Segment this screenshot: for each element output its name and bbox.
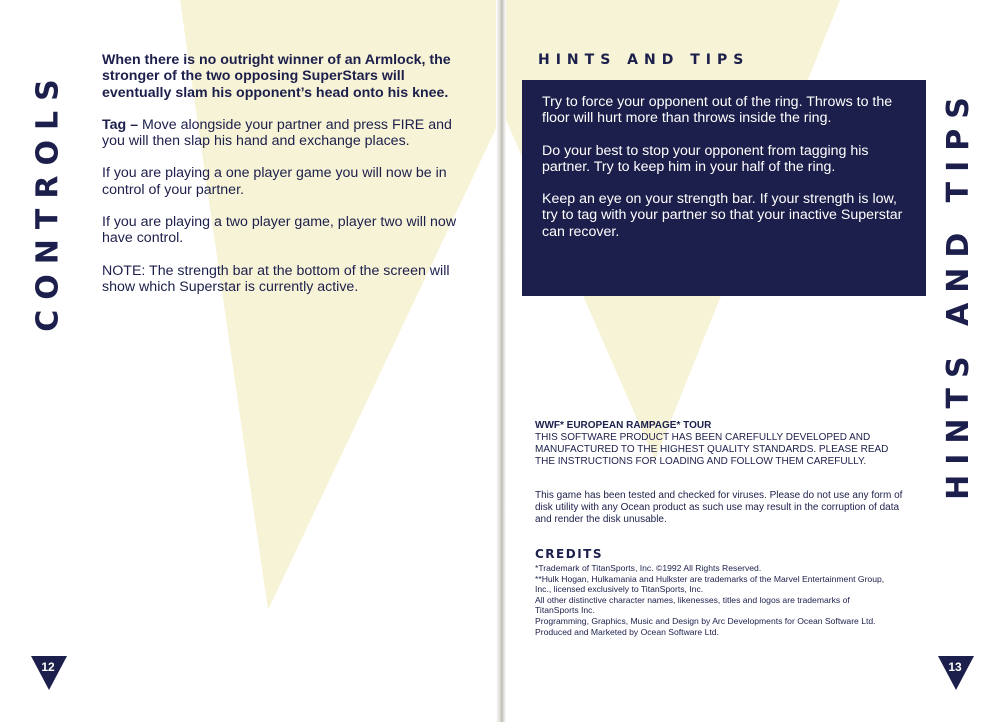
- controls-side-title-text: CONTROLS: [30, 68, 66, 332]
- tag-label: Tag –: [102, 116, 139, 133]
- tips-box: [522, 80, 926, 296]
- page-number-right: 13: [948, 660, 962, 674]
- tour-notice: [535, 420, 907, 468]
- credit-line: **Hulk Hogan, Hulkamania and Hulkster are trademarks of the Marvel Entertainment Group, Inc., licensed exclusively to TitanSports, Inc.: [535, 573, 885, 595]
- hints-heading: HINTS AND TIPS: [538, 52, 750, 68]
- hints-side-title-text: HINTS AND TIPS: [940, 86, 976, 500]
- hints-side-title: [938, 48, 978, 538]
- tour-text: THIS SOFTWARE PRODUCT HAS BEEN CAREFULLY DEVELOPED AND MANUFACTURED TO THE HIGHEST QUALITY STANDARDS. PLEASE READ THE INSTRUCTIONS FOR LOADING AND FOLLOW THEM CAREFULLY.: [535, 431, 889, 467]
- one-player-paragraph: If you are playing a one player game you will now be in control of your partner.: [102, 165, 447, 198]
- tour-title: WWF* EUROPEAN RAMPAGE* TOUR: [535, 420, 712, 431]
- credits-list: [535, 563, 895, 637]
- credit-line: Programming, Graphics, Music and Design by Arc Developments for Ocean Software Ltd.: [535, 615, 876, 626]
- controls-body: [102, 52, 467, 311]
- controls-side-title: [28, 40, 68, 360]
- credit-line: All other distinctive character names, likenesses, titles and logos are trademarks of TitanSports Inc.: [535, 594, 850, 616]
- armlock-paragraph: When there is no outright winner of an Armlock, the stronger of the two opposing SuperStars will eventually slam his opponent’s head onto his knee.: [102, 52, 451, 101]
- credits-heading: CREDITS: [535, 547, 603, 561]
- credit-line: *Trademark of TitanSports, Inc. ©1992 All Rights Reserved.: [535, 563, 762, 573]
- virus-notice: This game has been tested and checked for viruses. Please do not use any form of disk utility with any Ocean product as such use may result in the corruption of data and render the disk unusable.: [535, 490, 903, 525]
- tag-paragraph: [102, 117, 467, 150]
- note-paragraph: NOTE: The strength bar at the bottom of the screen will show which Superstar is currently active.: [102, 262, 450, 295]
- tip-item: Do your best to stop your opponent from tagging his partner. Try to keep him in your half of the ring.: [542, 142, 869, 175]
- book-gutter: [496, 0, 506, 722]
- two-player-paragraph: If you are playing a two player game, player two will now have control.: [102, 214, 457, 247]
- tag-text: Move alongside your partner and press FIRE and you will then slap his hand and exchange places.: [102, 116, 452, 150]
- tip-item: Keep an eye on your strength bar. If your strength is low, try to tag with your partner so that your inactive Superstar can recover.: [542, 191, 903, 240]
- tip-item: Try to force your opponent out of the ring. Throws to the floor will hurt more than throws inside the ring.: [542, 94, 893, 127]
- page-number-left: 12: [41, 660, 55, 674]
- credit-line: Produced and Marketed by Ocean Software Ltd.: [535, 626, 719, 637]
